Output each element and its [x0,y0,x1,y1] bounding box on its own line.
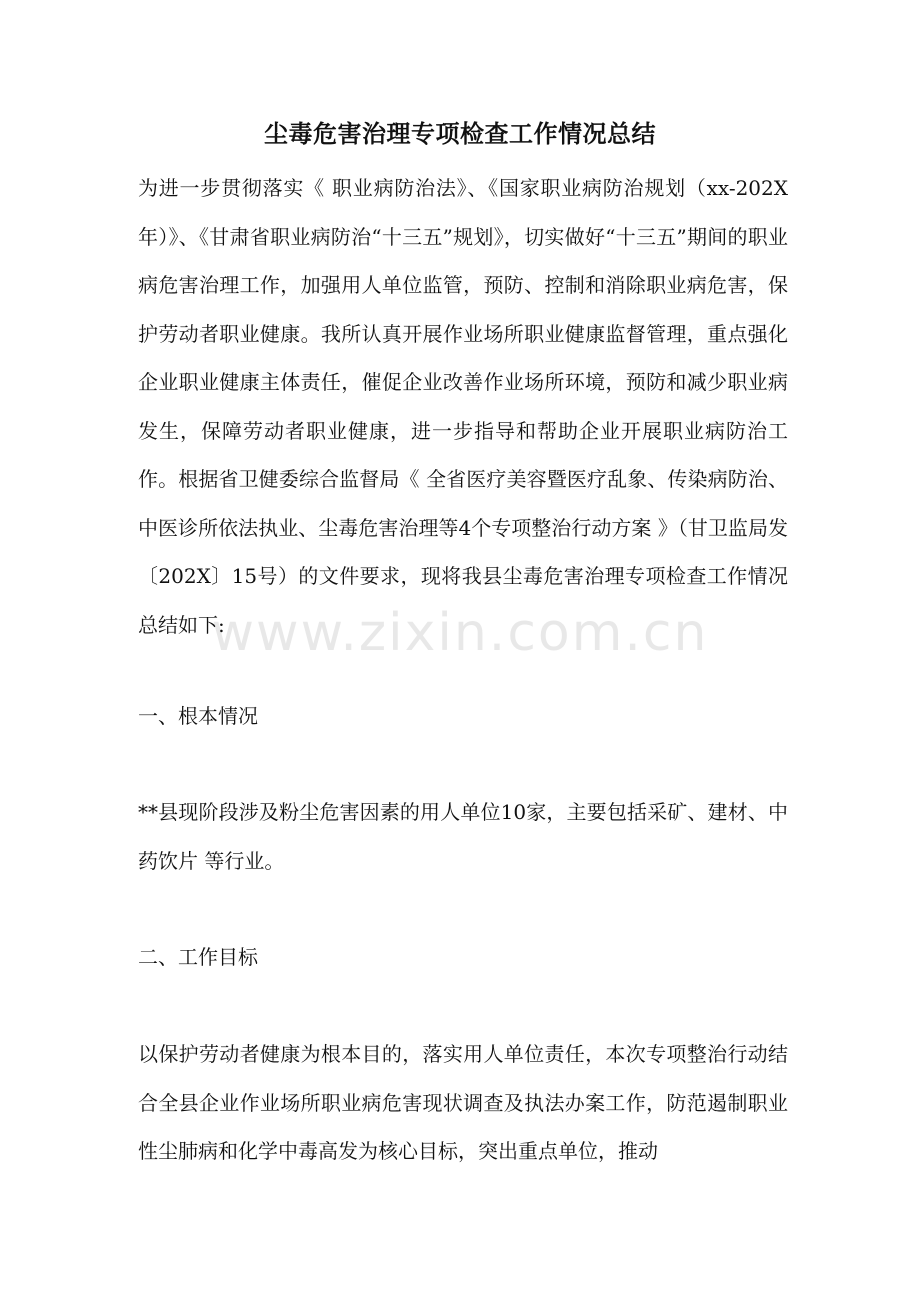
work-goals-paragraph: 以保护劳动者健康为根本目的，落实用人单位责任，本次专项整治行动结合全县企业作业场所职业病危害现状调查及执法办案工作，防范遏制职业性尘肺病和化学中毒高发为核心目标，突出重点单位，推动 [138,1042,788,1163]
section-heading-basic-situation: 一、根本情况 [138,704,258,728]
document-title: 尘毒危害治理专项检查工作情况总结 [264,119,656,148]
section-heading-work-goals: 二、工作目标 [138,945,258,969]
site-watermark: www.zixin.com.cn [211,603,709,663]
intro-paragraph: 为进一步贯彻落实《 职业病防治法》、《国家职业病防治规划（xx-202X年）》、《甘肃省职业病防治“十三五”规划》，切实做好“十三五”期间的职业病危害治理工作，加强用人单位监管，预防、控制和消除职业病危害，保护劳动者职业健康。我所认真开展作业场所职业健康监督管理，重点强化企业职业健康主体责任，催促企业改善作业场所环境，预防和减少职业病发生，保障劳动者职业健康，进一步指导和帮助企业开展职业病防治工作。根据省卫健委综合监督局《 全省医疗美容暨医疗乱象、传染病防治、中医诊所依法执业、尘毒危害治理等4个专项整治行动方案 》（甘卫监局发〔202X〕15号）的文件要求，现将我县尘毒危害治理专项检查工作情况总结如下: [138,176,788,637]
basic-situation-paragraph: **县现阶段涉及粉尘危害因素的用人单位10家，主要包括采矿、建材、中药饮片 等行业。 [138,800,788,873]
